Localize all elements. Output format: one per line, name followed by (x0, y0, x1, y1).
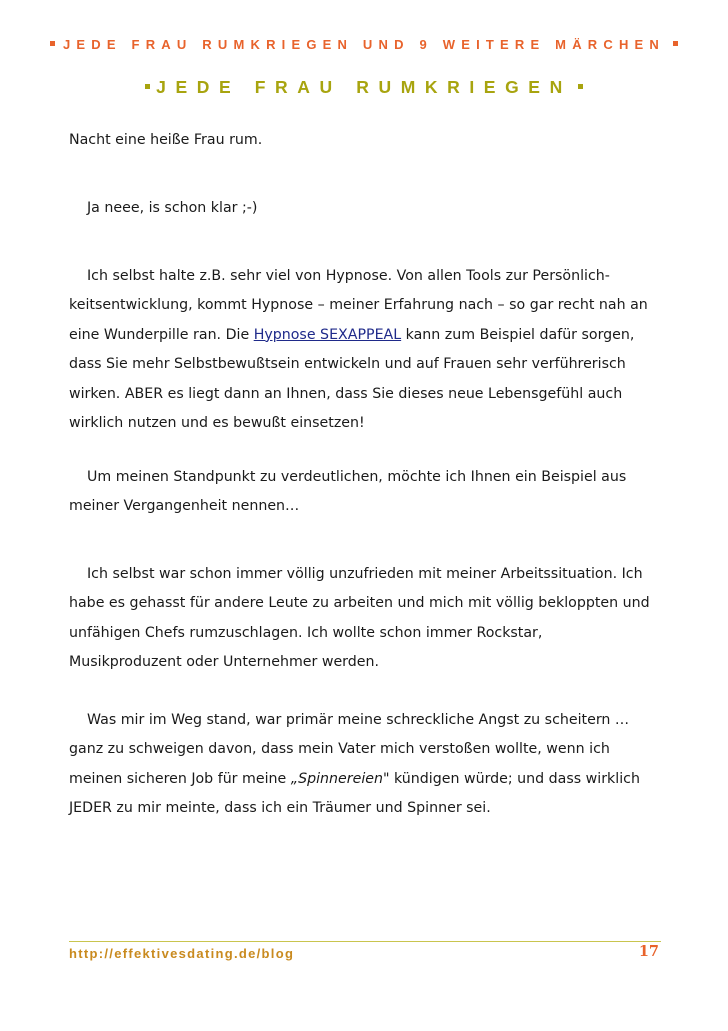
bullet-icon (145, 84, 150, 89)
page-number: 17 (638, 943, 659, 960)
paragraph-4: Um meinen Standpunkt zu verdeutlichen, möchte ich Ihnen ein Beispiel aus meiner Vergangenheit nennen… (69, 469, 627, 515)
footer-rule (69, 941, 661, 942)
bullet-icon (673, 41, 678, 46)
paragraph-6-text-end: kündigen würde; und dass wirklich JEDER zu mir meinte, dass ich ein Träumer und Spinner sei. (69, 770, 640, 817)
paragraph-3-text-start: Ich selbst halte z.B. sehr viel von Hypnose. Von allen Tools zur Persönlich-keitsentwicklung, kommt Hypnose – meiner Erfahrung nach – so gar recht nah an eine Wunderpille ran. Die (69, 268, 648, 343)
paragraph-2: Ja neee, is schon klar ;-) (87, 200, 258, 216)
footer-url[interactable]: http://effektivesdating.de/blog (69, 946, 295, 961)
bullet-icon (50, 41, 55, 46)
paragraph-5: Ich selbst war schon immer völlig unzufrieden mit meiner Arbeitssituation. Ich habe es gehasst für andere Leute zu arbeiten und mich mit völlig bekloppten und unfähigen Chefs rumzuschlagen. Ich wollte schon immer Rockstar, Musikproduzent oder Unternehmer werden. (69, 566, 650, 671)
paragraph-3-text-end: kann zum Beispiel dafür sorgen, dass Sie mehr Selbstbewußtsein entwickeln und auf Frauen sehr verführerisch wirken. ABER es liegt dann an Ihnen, dass Sie dieses neue Lebensgefühl auch wirklich nutzen und es bewußt einsetzen! (69, 326, 635, 432)
paragraph-1: Nacht eine heiße Frau rum. (69, 132, 263, 148)
paragraph-6-text-start: Was mir im Weg stand, war primär meine schreckliche Angst zu scheitern … ganz zu schweigen davon, dass mein Vater mich verstoßen wollte, wenn ich meinen sicheren Job für meine (69, 712, 630, 787)
spinnereien-emphasis: „Spinnereien" (290, 770, 390, 787)
chapter-title (0, 77, 728, 98)
bullet-icon (578, 84, 583, 89)
paragraph-6 (69, 706, 659, 824)
running-header (0, 37, 728, 52)
paragraph-3 (69, 262, 659, 438)
running-title: JEDE FRAU RUMKRIEGEN UND 9 WEITERE MÄRCHEN (62, 37, 666, 52)
chapter-title-text: JEDE FRAU RUMKRIEGEN (156, 77, 572, 97)
hypnose-sexappeal-link[interactable]: Hypnose SEXAPPEAL (253, 326, 402, 343)
